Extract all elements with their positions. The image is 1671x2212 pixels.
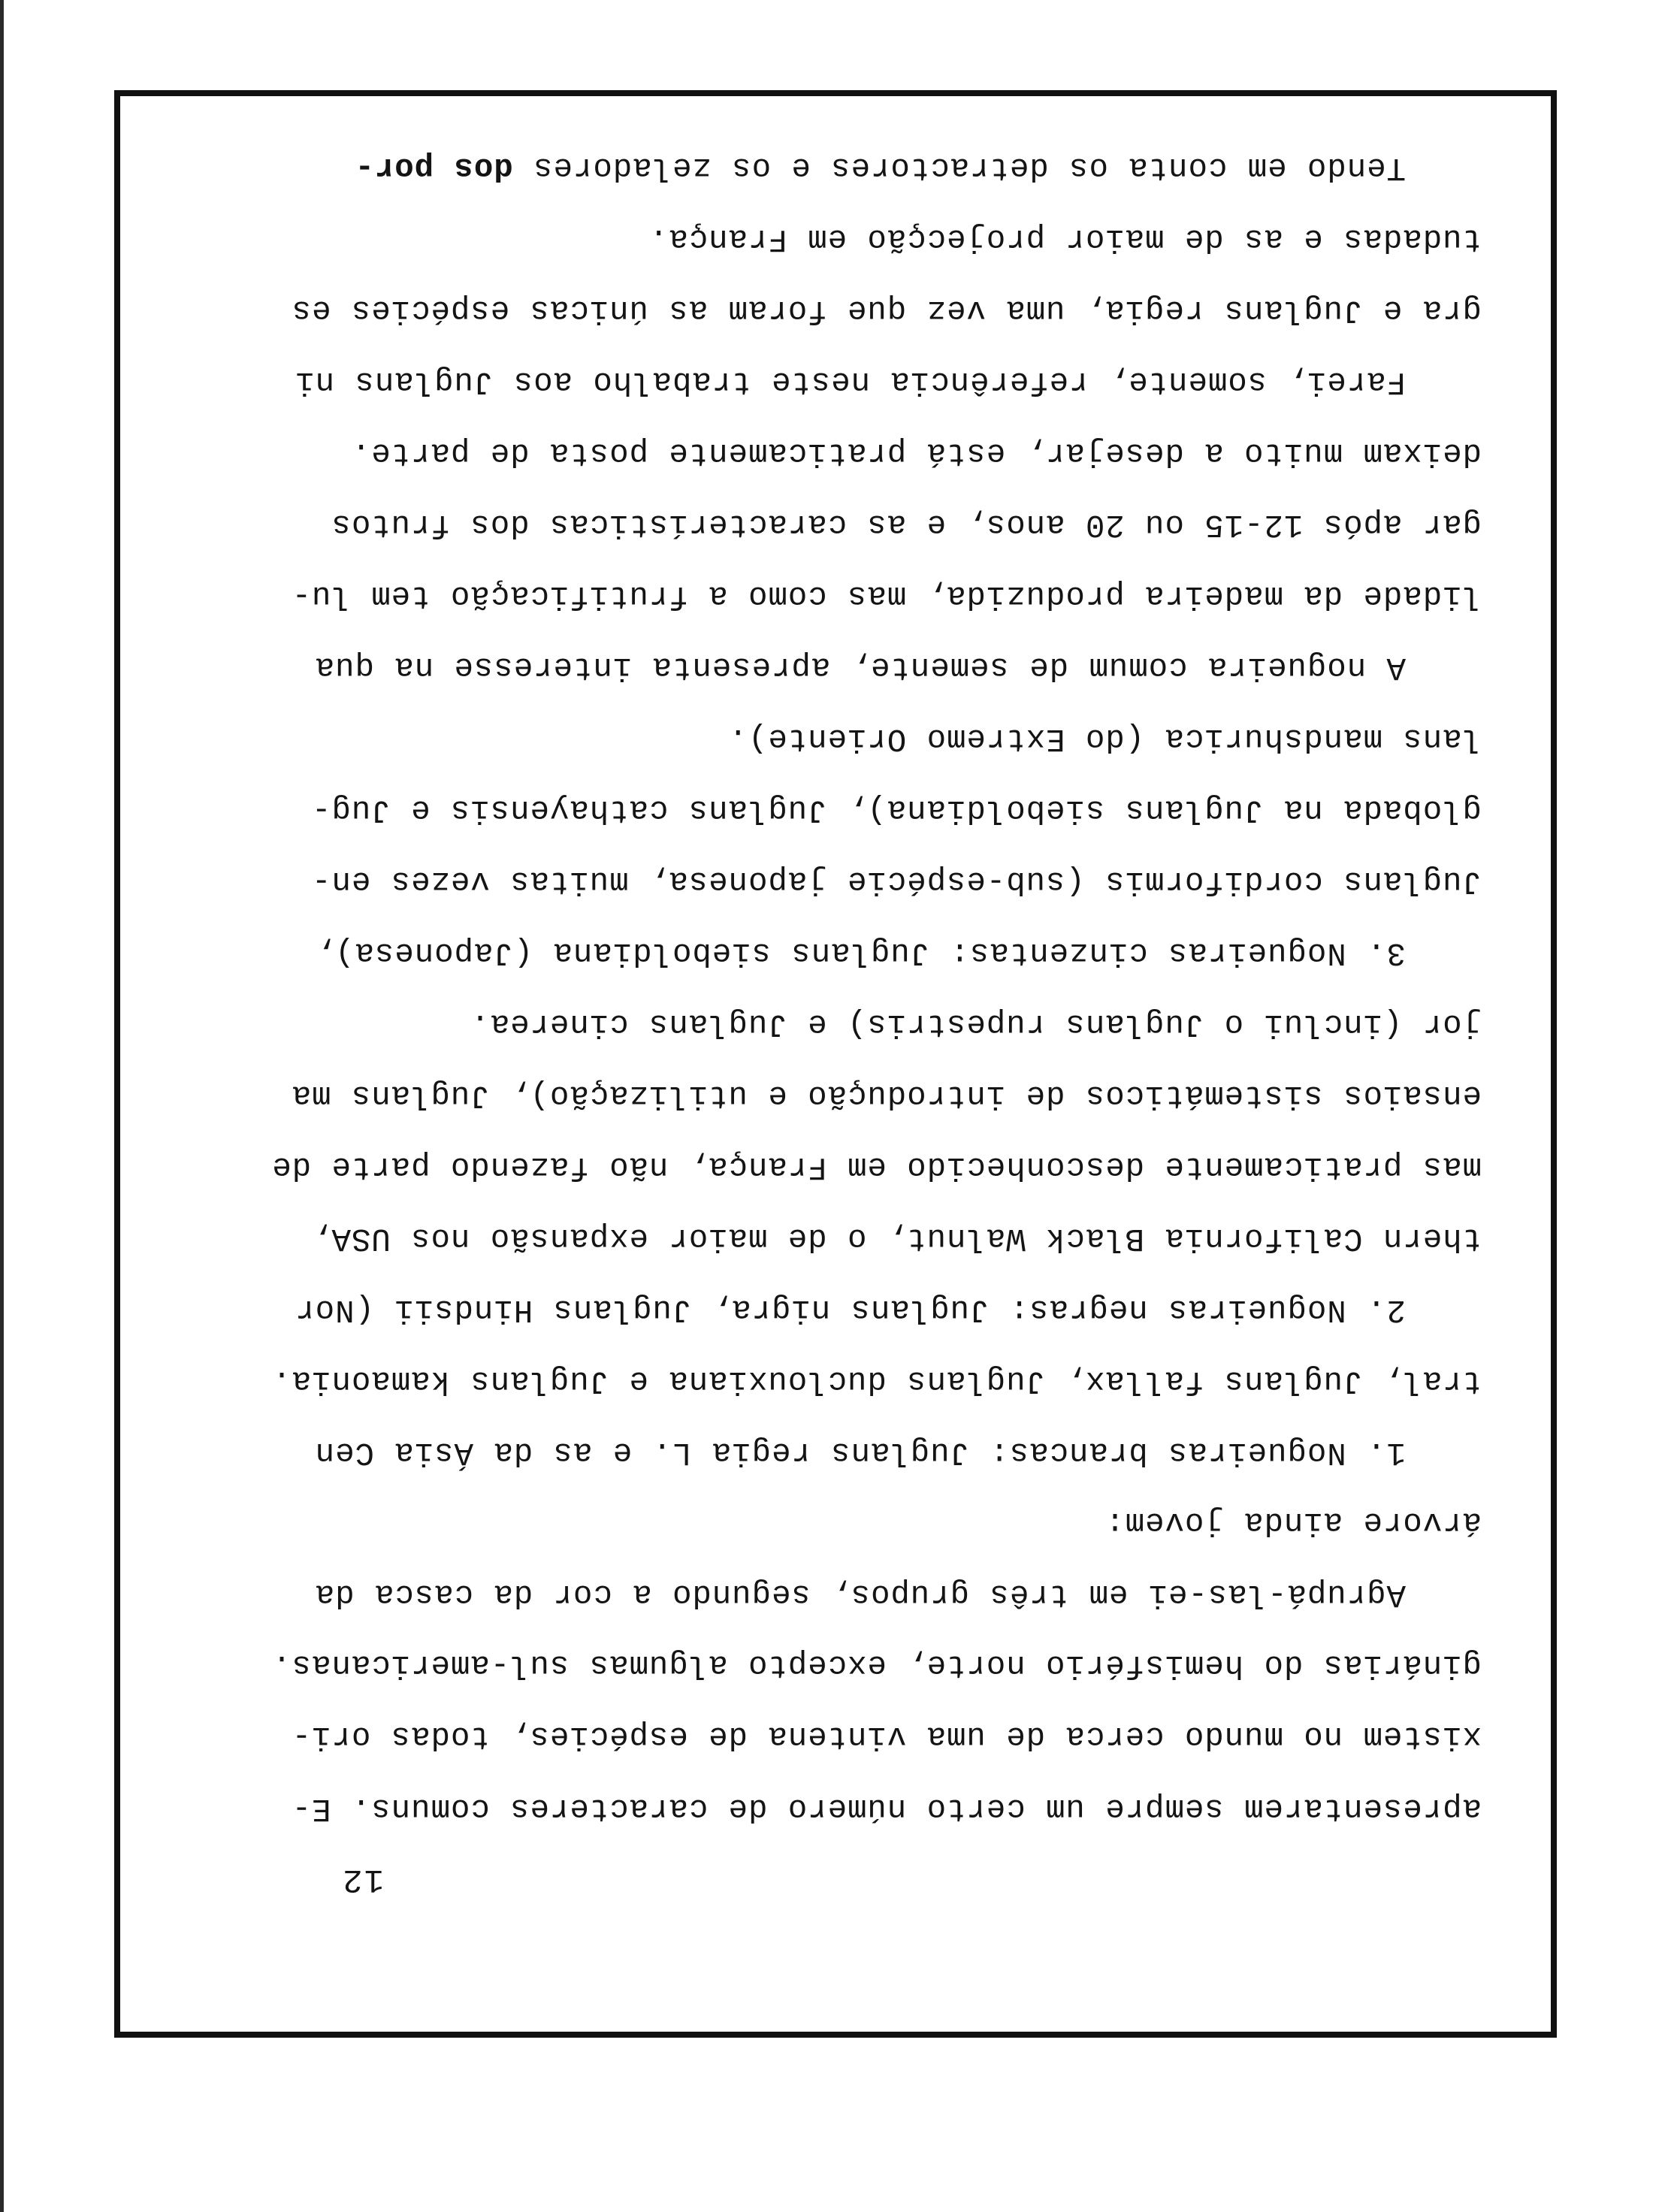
text-line: mas praticamente desconhecido em França, não fazendo parte de bbox=[271, 1149, 1482, 1185]
page-number: 12 bbox=[341, 1860, 384, 1898]
text-line: globada na Juglans sieboldiana), Juglans cathayensis e Jug- bbox=[311, 792, 1482, 828]
text-line: jor (inclui o Juglans rupestris) e Juglans cinerea. bbox=[470, 1006, 1482, 1042]
text-line: ensaios sistemáticos de introdução e utilização), Juglans ma bbox=[291, 1077, 1482, 1114]
text-line: Agrupá-las-ei em três grupos, segundo a cor da casca da bbox=[314, 1576, 1406, 1612]
text-line: árvore ainda jovem: bbox=[1104, 1504, 1482, 1540]
text-line: tral, Juglans fallax, Juglans duclouxiana e Juglans kamaonia. bbox=[271, 1363, 1482, 1399]
text-line: lans mandshurica (do Extremo Oriente). bbox=[727, 721, 1482, 757]
text-line: 2. Nogueiras negras: Juglans nigra, Juglans Hindsii (Nor bbox=[295, 1292, 1406, 1328]
text-line-final bbox=[355, 149, 1406, 186]
text-line: gar após 12-15 ou 20 anos, e as características dos frutos bbox=[331, 506, 1482, 542]
text-line-final-bold: dos por- bbox=[354, 150, 513, 186]
text-line: 3. Nogueiras cinzentas: Juglans sieboldiana (Japonesa), bbox=[314, 935, 1406, 971]
text-line: xistem no mundo cerca de uma vintena de espécies, todas ori- bbox=[291, 1718, 1482, 1754]
text-line: Juglans cordiformis (sub-espécie japonesa, muitas vezes en- bbox=[311, 863, 1482, 899]
text-line: lidade da madeira produzida, mas como a frutificação tem lu- bbox=[291, 578, 1482, 614]
text-line: 1. Nogueiras brancas: Juglans regia L. e as da Ásia Cen bbox=[314, 1434, 1406, 1470]
text-line-final-regular: Tendo em conta os detractores e os zeladores bbox=[533, 150, 1406, 186]
text-line: thern California Black Walnut, o de maior expansão nos USA, bbox=[311, 1220, 1482, 1256]
text-line: deixam muito a desejar, está praticamente posta de parte. bbox=[350, 435, 1482, 471]
text-line: Farei, somente, referência neste trabalho aos Juglans ni bbox=[295, 364, 1406, 400]
text-line: tudadas e as de maior projecção em França. bbox=[648, 221, 1482, 257]
text-line: gra e Juglans regia, uma vez que foram as únicas espécies es bbox=[291, 292, 1482, 328]
text-line: apresentarem sempre um certo número de caracteres comuns. E- bbox=[291, 1790, 1482, 1827]
text-line: ginárias do hemisfério norte, excepto algumas sul-americanas. bbox=[271, 1647, 1482, 1683]
text-line: A nogueira comum de semente, apresenta interesse na qua bbox=[314, 649, 1406, 685]
